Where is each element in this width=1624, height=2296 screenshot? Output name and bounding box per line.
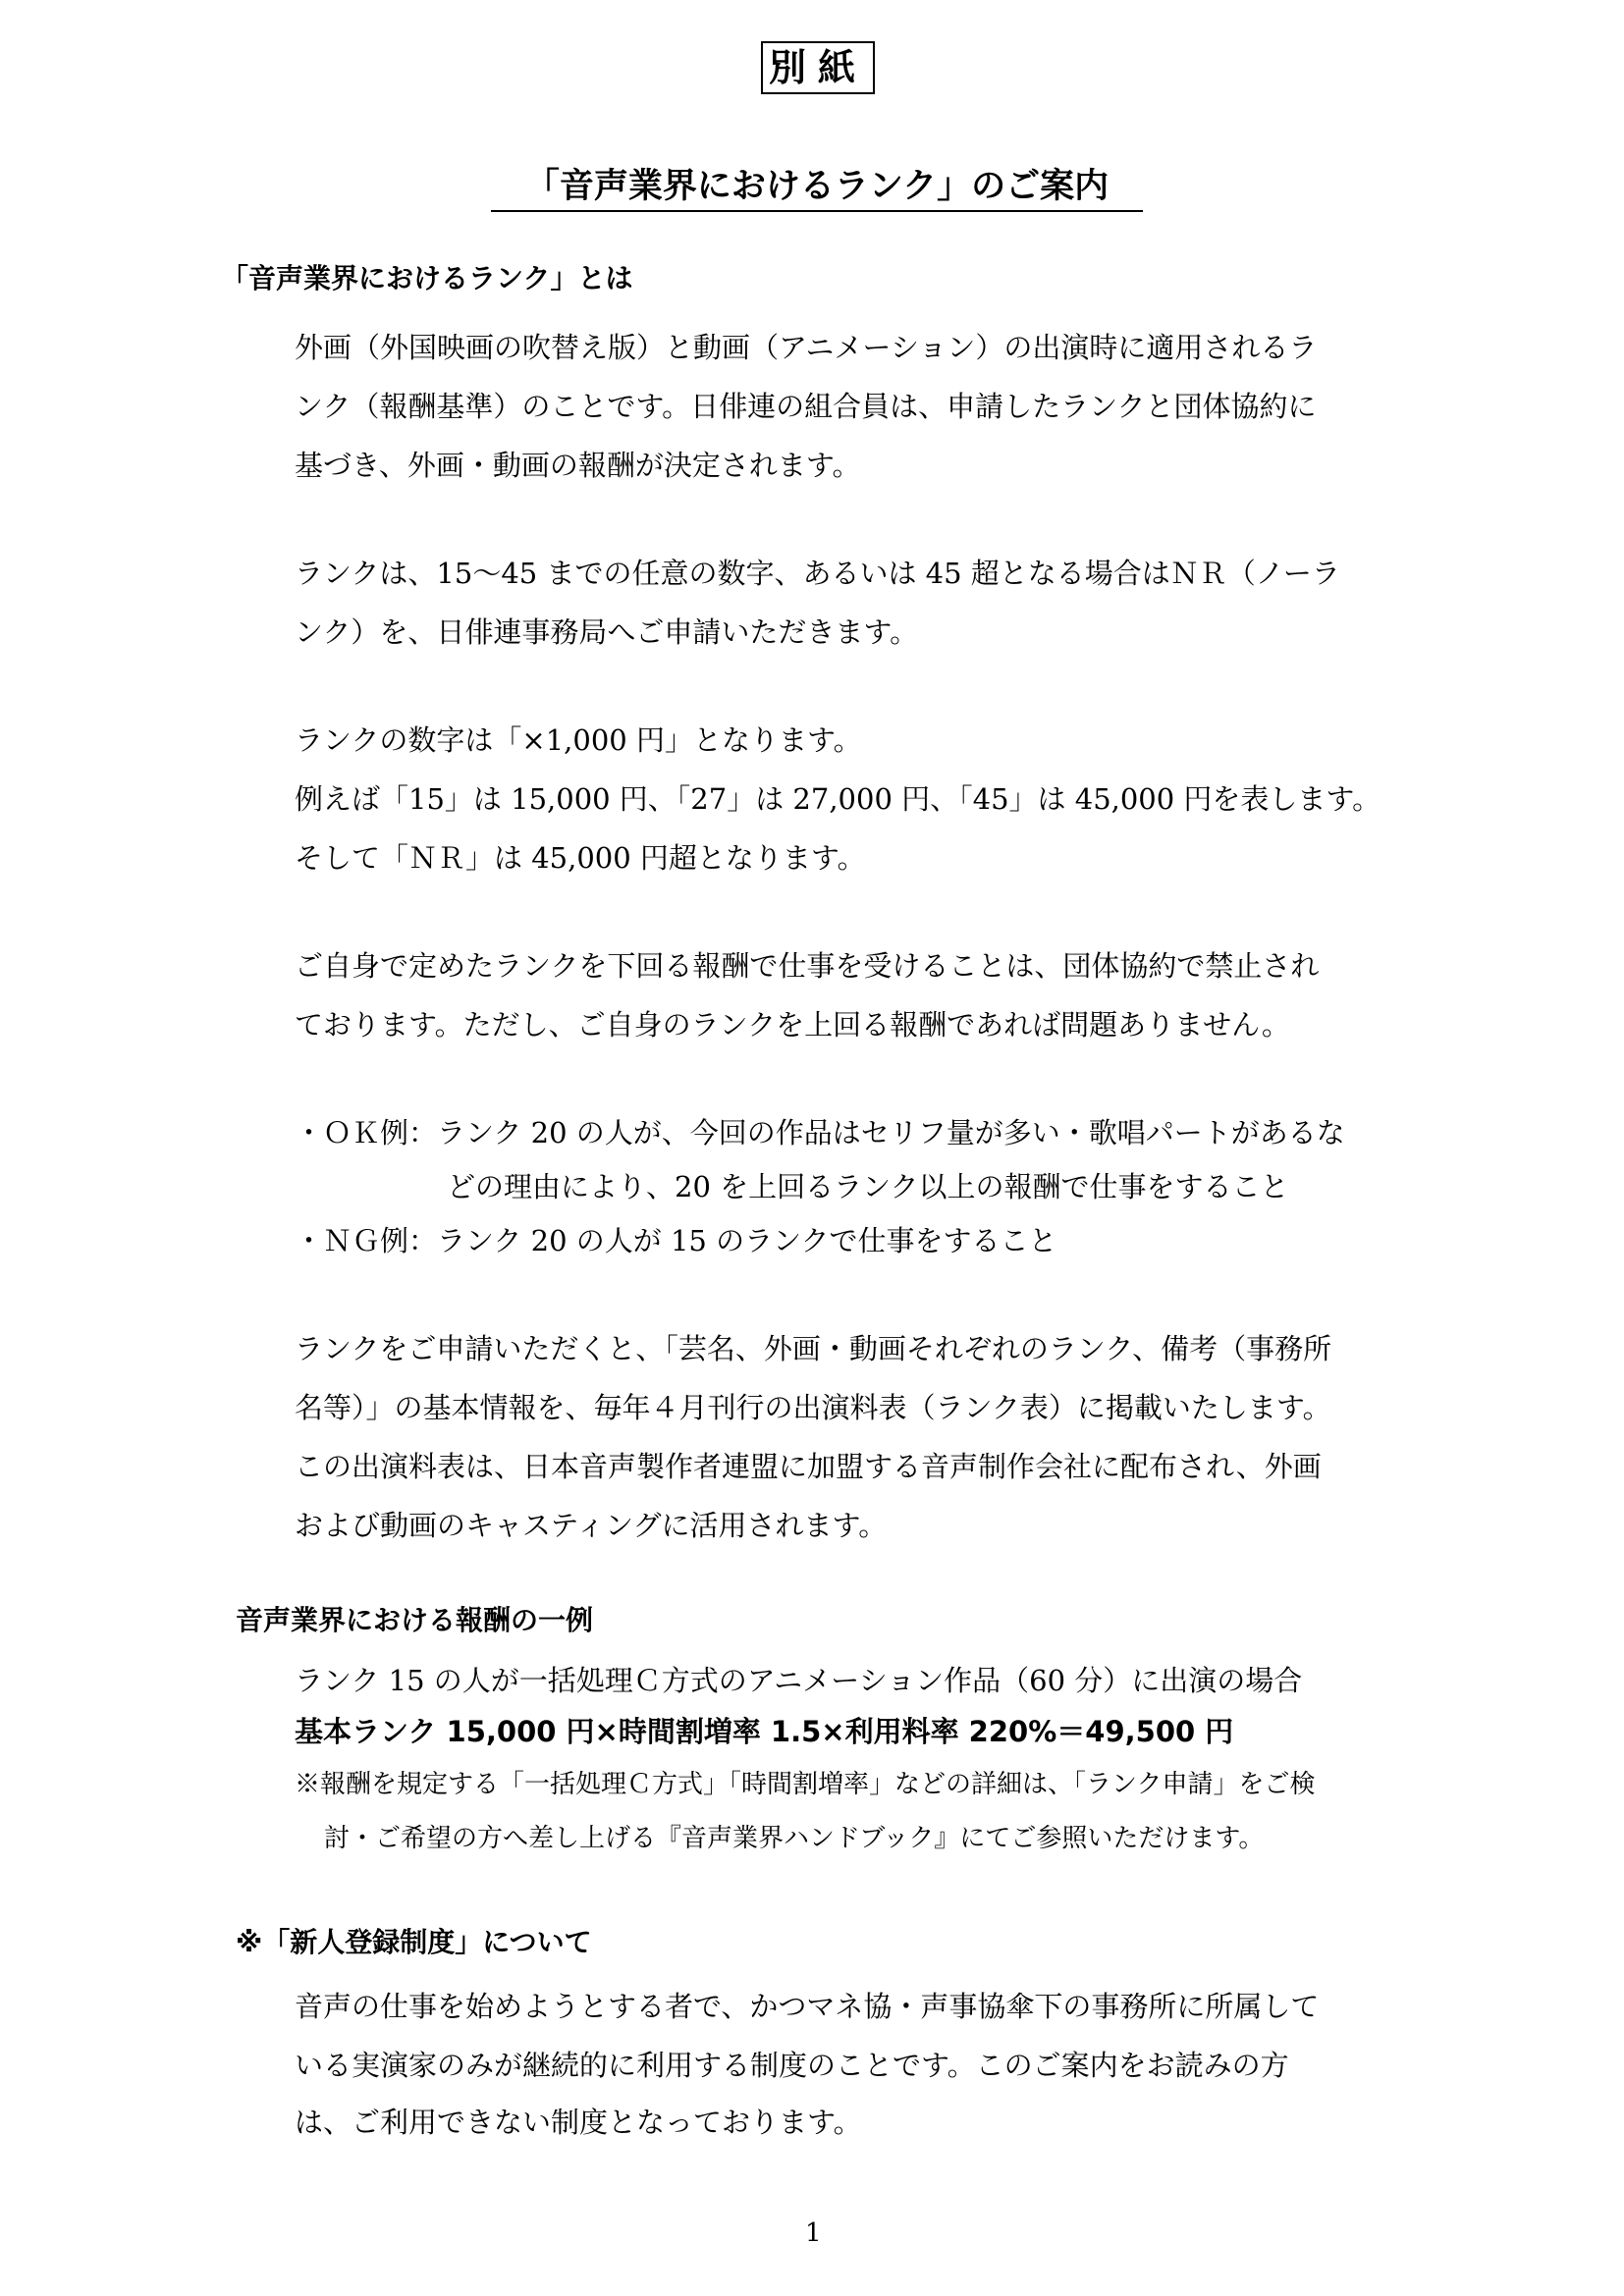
page-number: 1 — [805, 2218, 822, 2248]
paragraph-line: 外画（外国映画の吹替え版）と動画（アニメーション）の出演時に適用されるラ — [295, 331, 1318, 364]
ng-example: ・ＮＧ例：ランク 20 の人が 15 のランクで仕事をすること — [295, 1224, 1057, 1257]
paragraph-line: 例えば「15」は 15,000 円、「27」は 27,000 円、「45」は 45,000 円を表します。 — [295, 782, 1381, 816]
paragraph-line: 名等）」の基本情報を、毎年４月刊行の出演料表（ランク表）に掲載いたします。 — [295, 1391, 1331, 1424]
paragraph-line: 音声の仕事を始めようとする者で、かつマネ協・声事協傘下の事務所に所属して — [295, 1990, 1320, 2023]
note-line: 討・ご希望の方へ差し上げる『音声業界ハンドブック』にてご参照いただけます。 — [324, 1824, 1265, 1853]
section-heading-rank: 「音声業界におけるランク」とは — [221, 262, 633, 294]
ok-example-continued: どの理由により、20 を上回るランク以上の報酬で仕事をすること — [447, 1170, 1289, 1203]
section-heading-newcomer: ※「新人登録制度」について — [236, 1926, 592, 1958]
paragraph-line: そして「ＮＲ」は 45,000 円超となります。 — [295, 841, 866, 875]
section-heading-example: 音声業界における報酬の一例 — [236, 1604, 594, 1636]
paragraph-line: いる実演家のみが継続的に利用する制度のことです。このご案内をお読みの方 — [295, 2049, 1289, 2082]
paragraph-line: および動画のキャスティングに活用されます。 — [295, 1509, 888, 1542]
example-description: ランク 15 の人が一括処理Ｃ方式のアニメーション作品（60 分）に出演の場合 — [295, 1664, 1303, 1697]
paragraph-line: ご自身で定めたランクを下回る報酬で仕事を受けることは、団体協約で禁止され — [295, 949, 1320, 983]
appendix-label: 別紙 — [761, 41, 875, 94]
paragraph-line: ンク（報酬基準）のことです。日俳連の組合員は、申請したランクと団体協約に — [295, 390, 1317, 423]
fee-formula: 基本ランク 15,000 円×時間割増率 1.5×利用料率 220%＝49,500 円 — [295, 1715, 1234, 1748]
paragraph-line: ランクは、15〜45 までの任意の数字、あるいは 45 超となる場合はＮＲ（ノーラ — [295, 557, 1340, 590]
paragraph-line: ンク）を、日俳連事務局へご申請いただきます。 — [295, 615, 919, 649]
paragraph-line: ランクをご申請いただくと、「芸名、外画・動画それぞれのランク、備考（事務所 — [295, 1332, 1332, 1365]
page-title: 「音声業界におけるランク」のご案内 — [491, 167, 1143, 212]
note-line: ※報酬を規定する「一括処理Ｃ方式」「時間割増率」などの詳細は、「ランク申請」をご検 — [295, 1770, 1316, 1799]
paragraph-line: この出演料表は、日本音声製作者連盟に加盟する音声制作会社に配布され、外画 — [295, 1450, 1322, 1483]
paragraph-line: は、ご利用できない制度となっております。 — [295, 2106, 862, 2139]
paragraph-line: ランクの数字は「×1,000 円」となります。 — [295, 723, 862, 757]
paragraph-line: 基づき、外画・動画の報酬が決定されます。 — [295, 449, 861, 482]
paragraph-line: ております。ただし、ご自身のランクを上回る報酬であれば問題ありません。 — [295, 1008, 1290, 1041]
ok-example: ・ＯＫ例：ランク 20 の人が、今回の作品はセリフ量が多い・歌唱パートがあるな — [295, 1116, 1345, 1149]
